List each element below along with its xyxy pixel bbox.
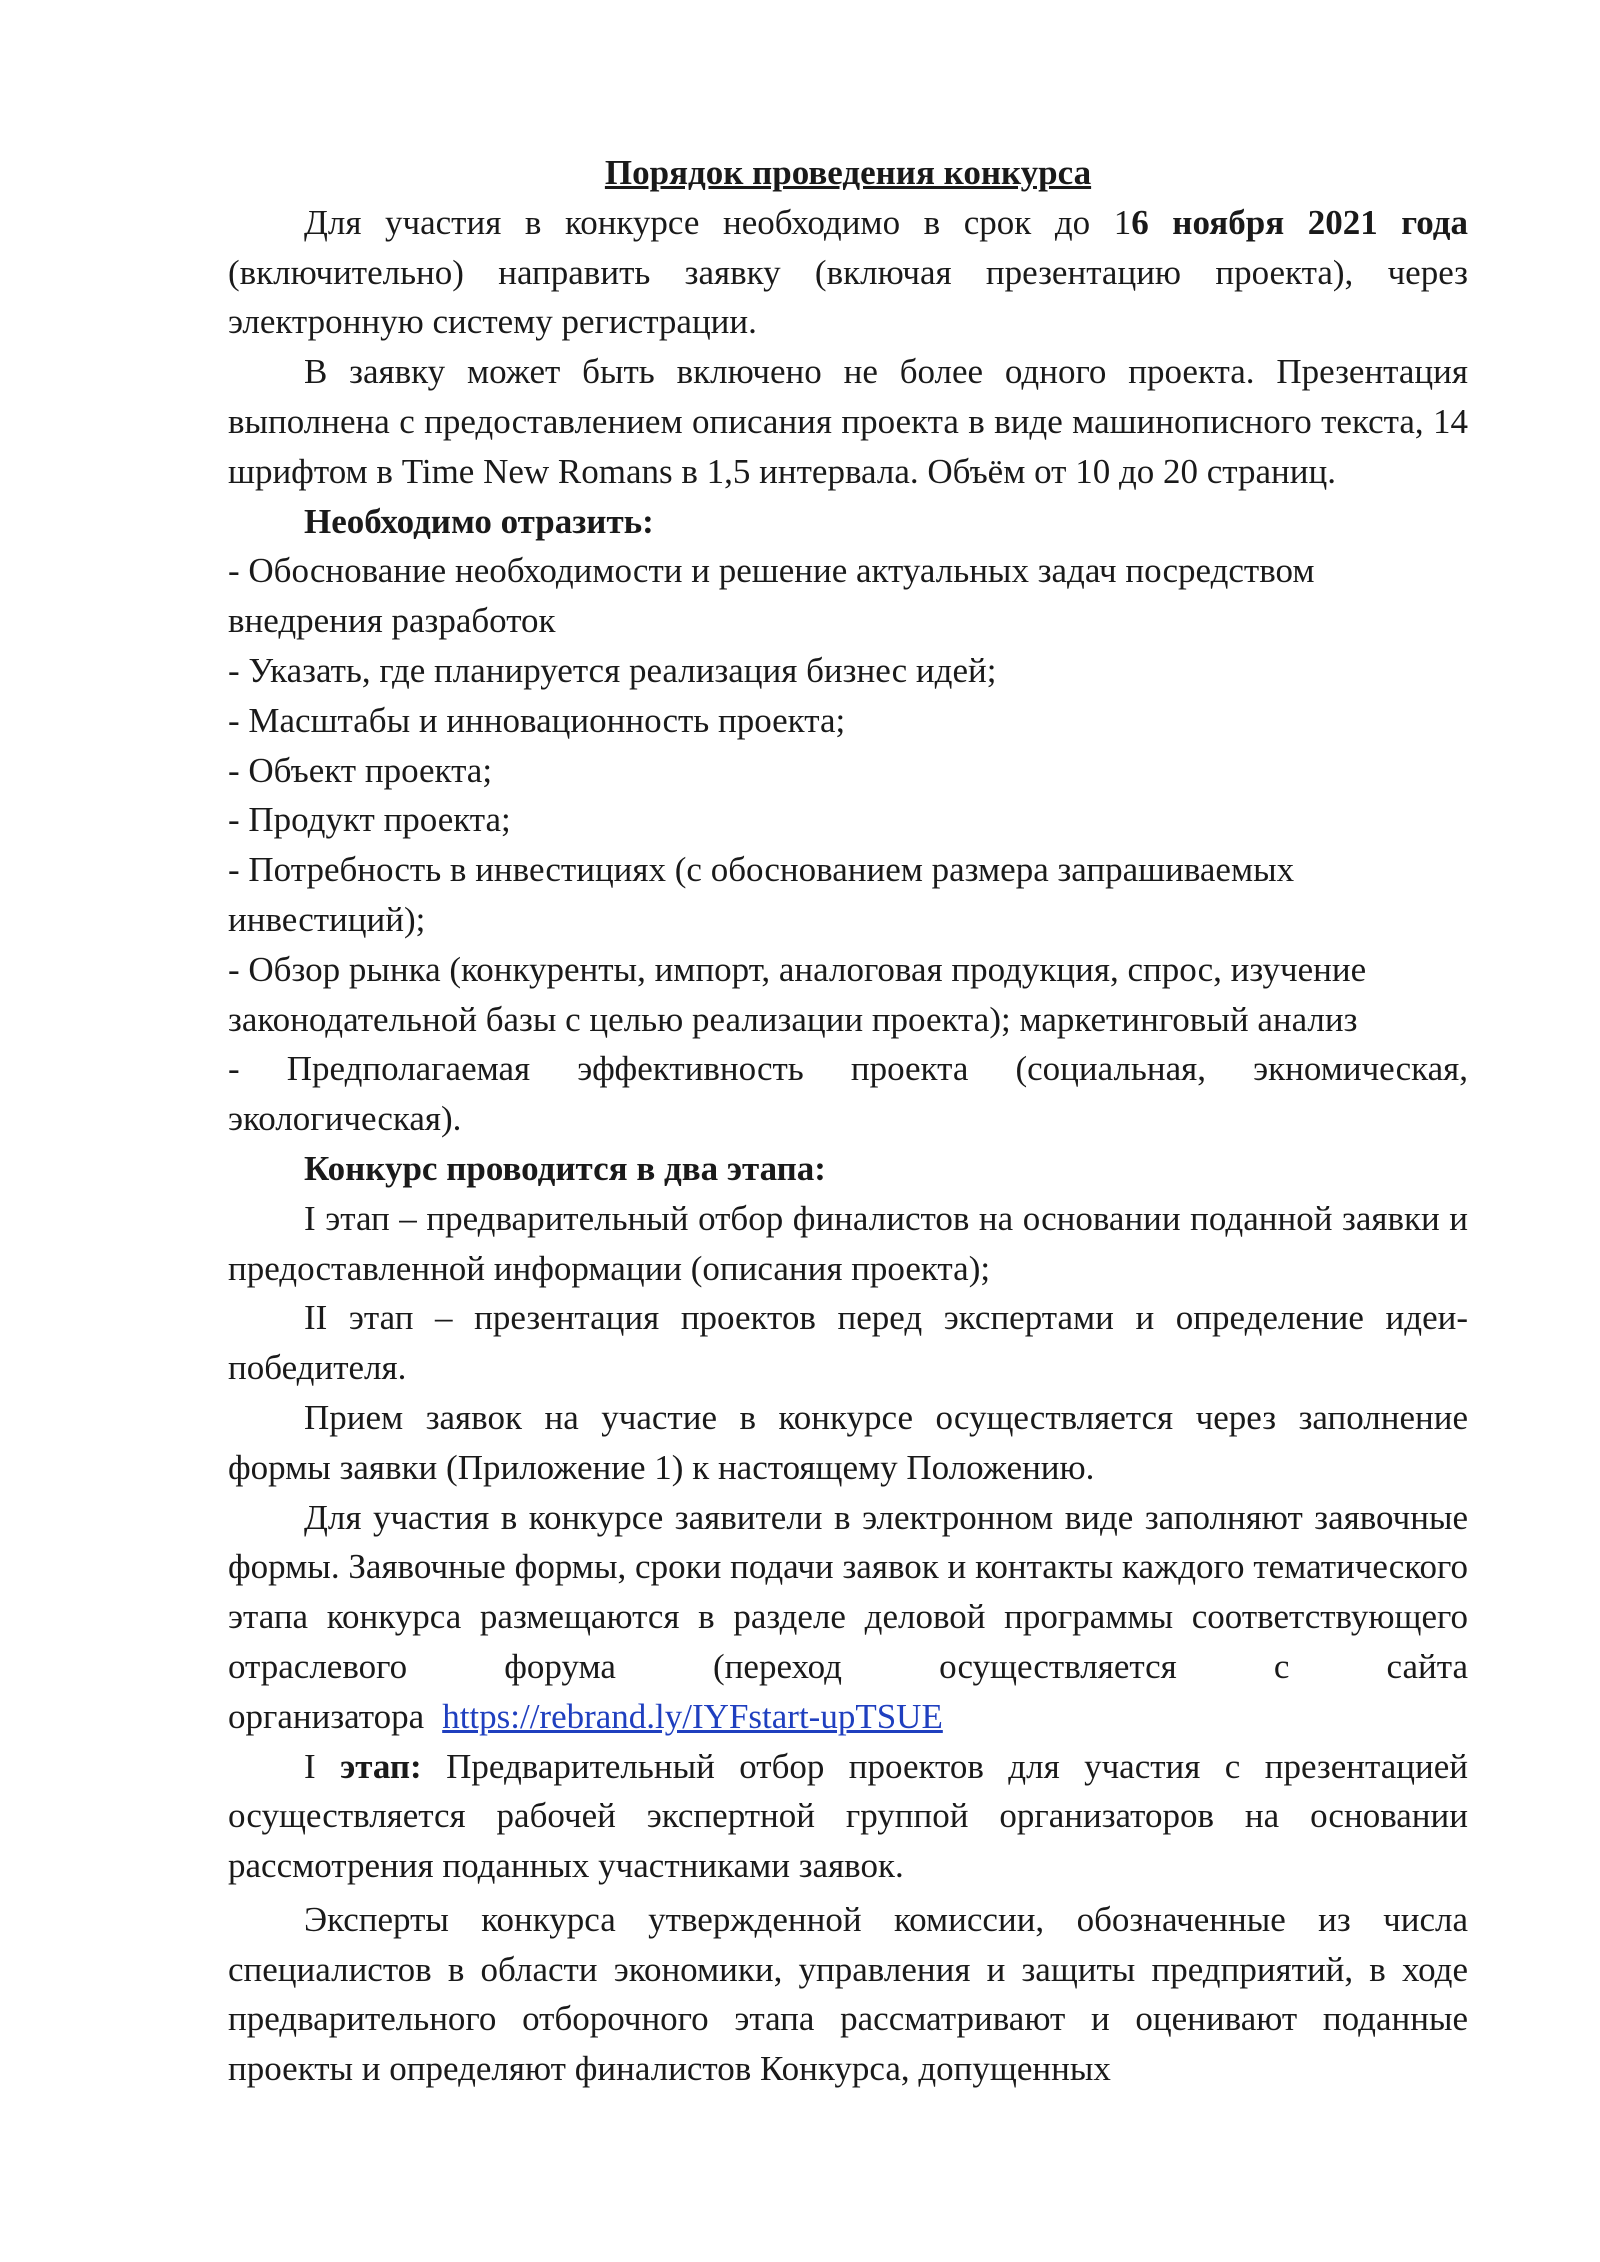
stages-heading: Конкурс проводится в два этапа: <box>304 1148 826 1188</box>
stage-1-label: этап: <box>340 1746 422 1786</box>
reflect-item: - Объект проекта; <box>228 750 493 790</box>
paragraph-stage-1 <box>228 1742 1468 1891</box>
stage-1-text: Предварительный отбор проектов для участия с презентацией осуществляется рабочей экспертной группой организаторов на основании рассмотрения поданных участниками заявок. <box>228 1746 1468 1886</box>
organizer-link[interactable]: https://rebrand.ly/IYFstart-upTSUE <box>442 1696 943 1736</box>
deadline-text-before: Для участия в конкурсе необходимо в срок до 1 <box>304 202 1132 242</box>
reflect-item: - Обоснование необходимости и решение актуальных задач посредством внедрения разработок <box>228 551 1315 641</box>
document-body <box>228 148 1468 2094</box>
reflect-item: - Обзор рынка (конкуренты, импорт, аналоговая продукция, спрос, изучение законодательной базы с целью реализации проекта); маркетинговый анализ <box>228 949 1367 1039</box>
reflect-item: - Указать, где планируется реализация бизнес идей; <box>228 650 997 690</box>
reflect-item: - Предполагаемая эффективность проекта (социальная, экномическая, экологическая). <box>228 1049 1468 1139</box>
reflect-item: - Потребность в инвестициях (с обоснованием размера запрашиваемых инвестиций); <box>228 850 1295 939</box>
stage-2-description: II этап – презентация проектов перед экспертами и определение идеи-победителя. <box>228 1298 1468 1388</box>
deadline-text-after: (включительно) направить заявку (включая презентацию проекта), через электронную систему регистрации. <box>228 252 1468 342</box>
reflect-item: - Масштабы и инновационность проекта; <box>228 700 846 740</box>
paragraph-accept: Прием заявок на участие в конкурсе осуществляется через заполнение формы заявки (Приложение 1) к настоящему Положению. <box>228 1397 1468 1487</box>
forms-text: Для участия в конкурсе заявители в электронном виде заполняют заявочные формы. Заявочные формы, сроки подачи заявок и контакты каждого тематического этапа конкурса размещаются в разделе деловой программы соответствующего отраслевого форума (переход осуществляется с сайта организатора <box>228 1497 1468 1736</box>
reflect-item: - Продукт проекта; <box>228 800 511 840</box>
paragraph-application: В заявку может быть включено не более одного проекта. Презентация выполнена с предоставлением описания проекта в виде машинописного текста, 14 шрифтом в Time New Romans в 1,5 интервала. Объём от 10 до 20 страниц. <box>228 352 1468 491</box>
stage-1-description: I этап – предварительный отбор финалистов на основании поданной заявки и предоставленной информации (описания проекта); <box>228 1198 1468 1288</box>
deadline-date: 6 ноября 2021 года <box>1131 202 1468 242</box>
paragraph-experts: Эксперты конкурса утвержденной комиссии, обозначенные из числа специалистов в области экономики, управления и защиты предприятий, в ходе предварительного отборочного этапа рассматривают и оценивают поданные проекты и определяют финалистов Конкурса, допущенных <box>228 1899 1468 2089</box>
stage-1-prefix: I <box>304 1746 341 1786</box>
document-title: Порядок проведения конкурса <box>604 153 1092 192</box>
paragraph-deadline <box>228 198 1468 347</box>
reflect-heading: Необходимо отразить: <box>304 501 654 541</box>
paragraph-forms <box>228 1493 1468 1742</box>
